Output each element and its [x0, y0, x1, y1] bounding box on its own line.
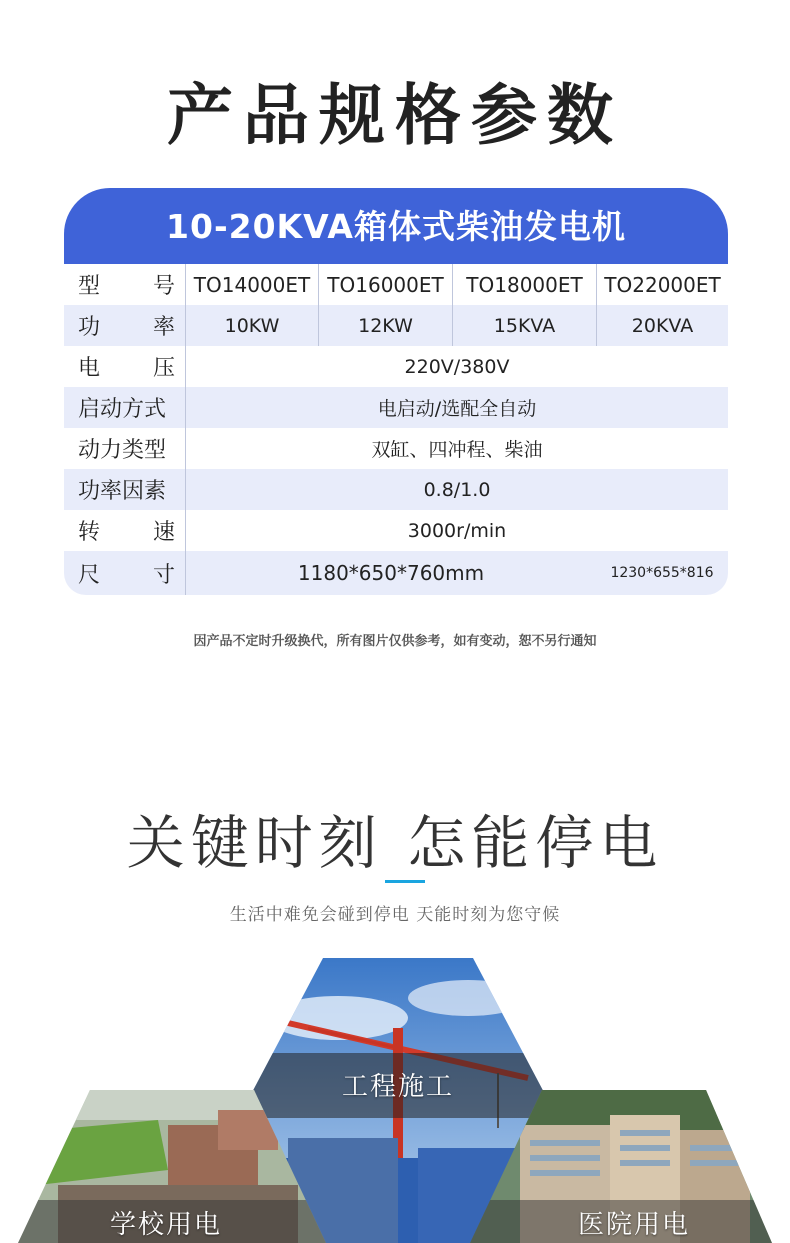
- row-label: 动力类型: [64, 428, 186, 469]
- row-label-char: 号: [152, 274, 175, 299]
- model-cell: TO18000ET: [452, 264, 596, 305]
- page-title: 产品规格参数: [167, 77, 623, 154]
- row-label-char: 尺: [78, 562, 101, 588]
- model-cell: TO14000ET: [193, 272, 311, 297]
- power-factor-value: 0.8/1.0: [423, 478, 491, 501]
- dimension-value: 1180*650*760mm: [297, 561, 485, 585]
- row-label: [64, 346, 186, 387]
- title-divider: [385, 880, 425, 883]
- engine-type-value: 双缸、四冲程、柴油: [371, 439, 543, 461]
- hospital-building-photo: [470, 1090, 772, 1243]
- power-cell: 20KVA: [596, 305, 728, 346]
- power-cell: 10KW: [224, 314, 280, 337]
- campus-aerial-photo: [18, 1090, 326, 1243]
- spec-row-model: [64, 264, 728, 305]
- spec-table-header: 10-20KVA箱体式柴油发电机: [64, 188, 728, 264]
- spec-row-power: [64, 305, 728, 346]
- dimension-value: 1230*655*816: [610, 565, 714, 581]
- row-label-char: 型: [78, 274, 101, 299]
- spec-row-speed: [64, 510, 728, 551]
- spec-row-voltage: [64, 346, 728, 387]
- model-cell: TO16000ET: [318, 264, 452, 305]
- row-label-char: 转: [78, 520, 101, 545]
- spec-row-start-mode: [64, 387, 728, 428]
- row-label-char: 压: [152, 356, 175, 381]
- spec-row-dimensions: [64, 551, 728, 595]
- row-label: [64, 551, 186, 595]
- scene-label: 学校用电: [110, 1210, 223, 1240]
- row-label-char: 寸: [152, 562, 175, 588]
- start-mode-value: 电启动/选配全自动: [377, 398, 537, 420]
- section-title: 关键时刻 怎能停电: [126, 809, 664, 877]
- scene-label: 工程施工: [342, 1072, 455, 1102]
- row-label-char: 电: [78, 356, 101, 381]
- section-subtitle: 生活中难免会碰到停电 天能时刻为您守候: [229, 905, 561, 925]
- row-label: 功率因素: [64, 469, 186, 510]
- row-label-char: 功: [78, 315, 101, 340]
- row-label-char: 速: [152, 520, 175, 545]
- speed-value: 3000r/min: [407, 519, 507, 542]
- row-label-char: 率: [152, 315, 175, 340]
- row-label: [64, 510, 186, 551]
- power-cell: 15KVA: [452, 305, 596, 346]
- row-label: 启动方式: [64, 387, 186, 428]
- power-cell: 12KW: [318, 305, 452, 346]
- model-cell: TO22000ET: [596, 264, 728, 305]
- disclaimer-note: 因产品不定时升级换代，所有图片仅供参考，如有变动，恕不另行通知: [193, 634, 597, 649]
- spec-row-engine-type: [64, 428, 728, 469]
- spec-row-power-factor: [64, 469, 728, 510]
- scene-label: 医院用电: [578, 1210, 691, 1240]
- spec-table: [64, 264, 728, 595]
- row-label: [64, 264, 186, 305]
- row-label: [64, 305, 186, 346]
- voltage-value: 220V/380V: [404, 355, 510, 378]
